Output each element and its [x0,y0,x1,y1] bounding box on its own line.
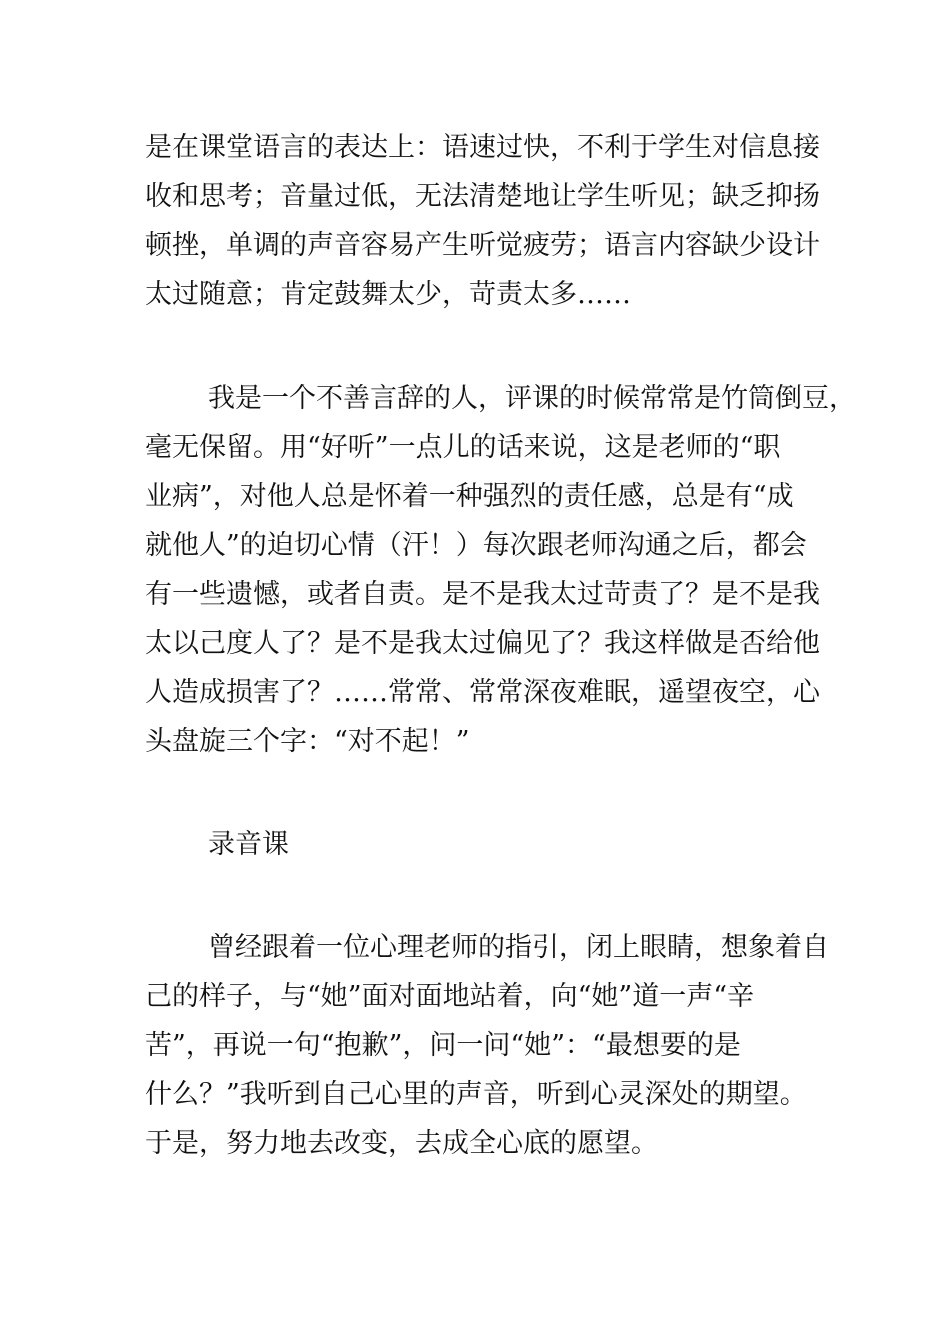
paragraph-2-line-4: 就他人”的迫切心情（汗！）每次跟老师沟通之后，都会 [145,530,807,561]
paragraph-3-line-4: 什么？”我听到自己心里的声音，听到心灵深处的期望。 [145,1079,807,1110]
paragraph-3-line-1: 曾经跟着一位心理老师的指引，闭上眼睛，想象着自 [208,932,829,963]
paragraph-2-line-2: 毫无保留。用“好听”一点儿的话来说，这是老师的“职 [145,432,781,463]
paragraph-1-line-4: 太过随意；肯定鼓舞太少，苛责太多…… [145,279,631,310]
paragraph-2-line-7: 人造成损害了？……常常、常常深夜难眠，遥望夜空，心 [145,677,820,708]
section-heading: 录音课 [208,829,289,860]
paragraph-2-line-1: 我是一个不善言辞的人，评课的时候常常是竹筒倒豆， [208,383,856,414]
paragraph-3-line-2: 己的样子，与“她”面对面地站着，向“她”道一声“辛 [145,981,755,1012]
paragraph-3-line-3: 苦”，再说一句“抱歉”，问一问“她”：“最想要的是 [145,1030,741,1061]
paragraph-2-line-6: 太以己度人了？是不是我太过偏见了？我这样做是否给他 [145,628,820,659]
paragraph-3-line-5: 于是，努力地去改变，去成全心底的愿望。 [145,1128,658,1159]
paragraph-2-line-8: 头盘旋三个字：“对不起！” [145,726,470,757]
paragraph-2-line-3: 业病”，对他人总是怀着一种强烈的责任感，总是有“成 [145,481,794,512]
paragraph-1-line-1: 是在课堂语言的表达上：语速过快，不利于学生对信息接 [145,132,820,163]
paragraph-1-line-3: 顿挫，单调的声音容易产生听觉疲劳；语言内容缺少设计 [145,230,820,261]
paragraph-1-line-2: 收和思考；音量过低，无法清楚地让学生听见；缺乏抑扬 [145,181,820,212]
paragraph-2-line-5: 有一些遗憾，或者自责。是不是我太过苛责了？是不是我 [145,579,820,610]
